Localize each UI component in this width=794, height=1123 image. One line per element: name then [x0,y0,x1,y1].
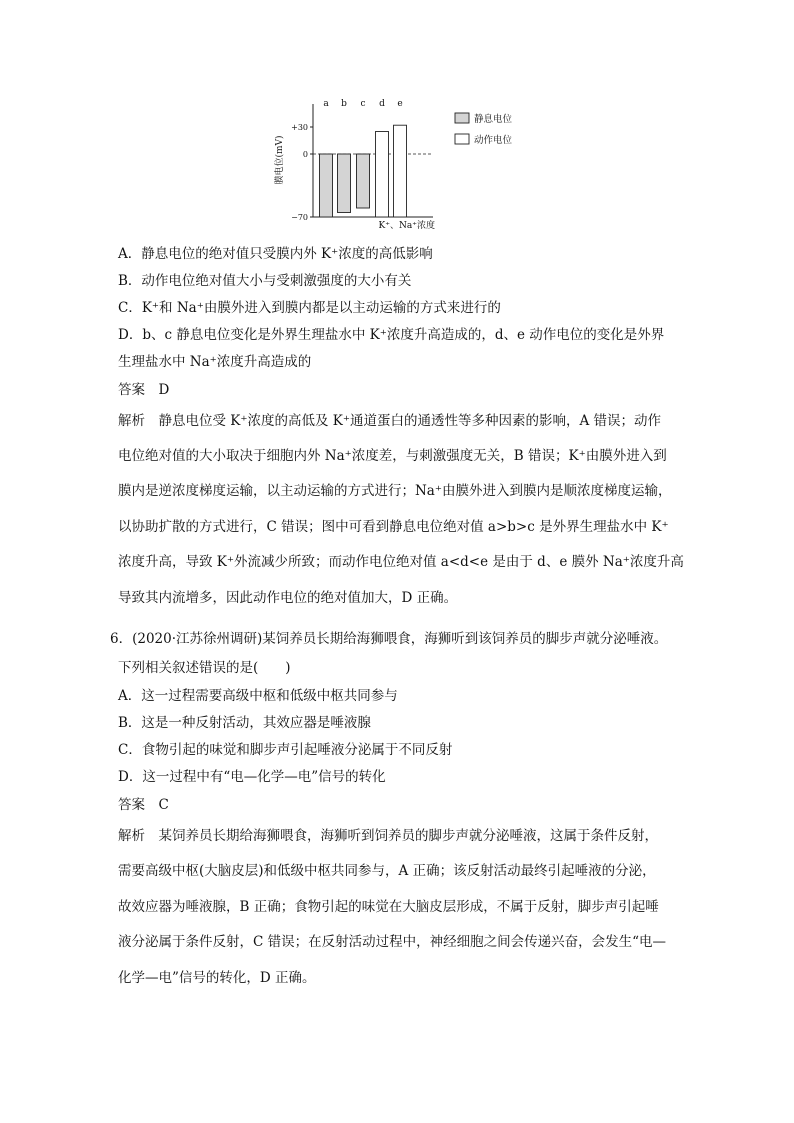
q6-analysis-line: 需要高级中枢(大脑皮层)和低级中枢共同参与，A 正确；该反射活动最终引起唾液的分泌， [118,863,656,879]
q6-stem-line2: 下列相关叙述错误的是( ) [118,660,291,676]
category-label: d [379,99,385,109]
q5-analysis-line: 解析 静息电位受 K⁺浓度的高低及 K⁺通道蛋白的通透性等多种因素的影响，A 错误；动作 [118,413,662,429]
q5-analysis-line: 电位绝对值的大小取决于细胞内外 Na⁺浓度差，与刺激强度无关，B 错误；K⁺由膜外进入到 [118,448,667,464]
x-axis-label: K⁺、Na⁺浓度 [378,221,435,231]
q5-option-d-line1: D．b、c 静息电位变化是外界生理盐水中 K⁺浓度升高造成的，d、e 动作电位的变化是外界 [118,327,665,343]
q6-stem-line1: 6．(2020·江苏徐州调研)某饲养员长期给海狮喂食，海狮听到该饲养员的脚步声就分泌唾液。 [110,631,668,647]
q5-analysis-line: 以协助扩散的方式进行，C 错误；图中可看到静息电位绝对值 a>b>c 是外界生理盐水中 K⁺ [118,519,669,535]
bar-resting-potential [357,154,370,208]
q5-option-b: B．动作电位绝对值大小与受刺激强度的大小有关 [118,273,412,289]
q6-option-b: B．这是一种反射活动，其效应器是唾液腺 [118,715,371,731]
y-tick-label: 0 [302,150,308,159]
q6-analysis-line: 故效应器为唾液腺，B 正确；食物引起的味觉在大脑皮层形成，不属于反射，脚步声引起唾 [118,899,659,915]
y-axis-label: 膜电位(mV) [275,135,285,185]
category-label: a [323,99,329,109]
bar-action-potential [376,132,389,218]
q5-analysis-line: 膜内是逆浓度梯度运输，以主动运输的方式进行；Na⁺由膜外进入到膜内是顺浓度梯度运输， [118,483,672,499]
q5-option-c: C．K⁺和 Na⁺由膜外进入到膜内都是以主动运输的方式来进行的 [118,300,501,316]
legend-swatch-action [455,134,469,144]
q5-answer: 答案 D [118,382,170,398]
q6-option-a: A．这一过程需要高级中枢和低级中枢共同参与 [118,688,398,704]
q6-analysis-line: 化学—电”信号的转化，D 正确。 [118,970,316,986]
y-tick-label: +30 [291,123,308,132]
q5-option-d-line2: 生理盐水中 Na⁺浓度升高造成的 [118,354,312,370]
bar-resting-potential [320,154,333,217]
chart-svg [258,92,538,242]
bar-resting-potential [338,154,351,213]
legend-label-resting: 静息电位 [474,114,513,125]
legend-swatch-resting [455,113,469,123]
q5-analysis-line: 浓度升高，导致 K⁺外流减少所致；而动作电位绝对值 a<d<e 是由于 d、e 膜外 Na⁺浓度升高 [118,554,684,570]
y-tick-label: −70 [291,213,308,222]
q6-analysis-line: 解析 某饲养员长期给海狮喂食，海狮听到饲养员的脚步声就分泌唾液，这属于条件反射， [118,828,658,844]
q6-option-c: C．食物引起的味觉和脚步声引起唾液分泌属于不同反射 [118,742,453,758]
category-label: c [360,99,366,109]
legend-label-action: 动作电位 [474,135,513,146]
bar-action-potential [394,125,407,217]
q5-analysis-line: 导致其内流增多，因此动作电位的绝对值加大，D 正确。 [118,590,458,606]
q5-option-a: A．静息电位的绝对值只受膜内外 K⁺浓度的高低影响 [118,246,433,262]
category-label: b [341,99,347,109]
q6-option-d: D．这一过程中有“电—化学—电”信号的转化 [118,769,386,785]
category-label: e [397,99,403,109]
q6-analysis-line: 液分泌属于条件反射，C 错误；在反射活动过程中，神经细胞之间会传递兴奋，会发生“电— [118,934,667,950]
q6-answer: 答案 C [118,797,169,813]
membrane-potential-chart [258,92,538,242]
